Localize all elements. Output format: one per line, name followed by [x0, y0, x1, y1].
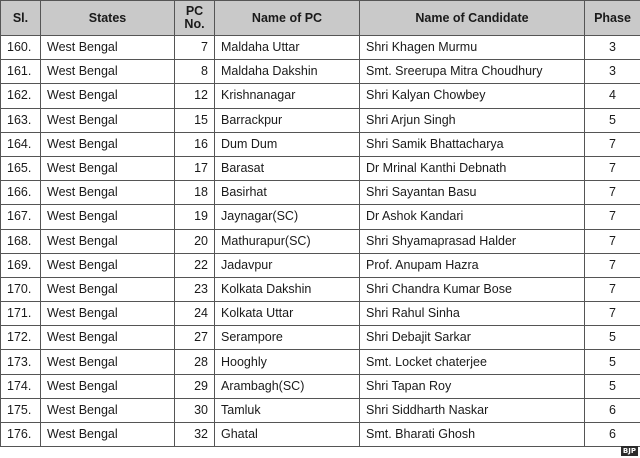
cell-phase: 7: [585, 156, 640, 180]
cell-pc-no: 17: [175, 156, 215, 180]
cell-candidate: Smt. Locket chaterjee: [360, 350, 585, 374]
cell-candidate: Shri Rahul Sinha: [360, 302, 585, 326]
cell-sl: 162.: [1, 84, 41, 108]
cell-pc-no: 29: [175, 374, 215, 398]
table-row: [1, 326, 640, 350]
cell-state: West Bengal: [41, 181, 175, 205]
table-row: [1, 423, 640, 447]
cell-pc-name: Barrackpur: [215, 108, 360, 132]
cell-pc-name: Krishnanagar: [215, 84, 360, 108]
cell-candidate: Shri Arjun Singh: [360, 108, 585, 132]
bjp-logo: BJP: [622, 447, 636, 455]
table-row: [1, 253, 640, 277]
cell-pc-no: 19: [175, 205, 215, 229]
cell-pc-no: 28: [175, 350, 215, 374]
cell-state: West Bengal: [41, 205, 175, 229]
cell-sl: 164.: [1, 132, 41, 156]
cell-sl: 175.: [1, 398, 41, 422]
cell-pc-no: 12: [175, 84, 215, 108]
table-header: [1, 1, 640, 36]
cell-sl: 161.: [1, 60, 41, 84]
cell-pc-name: Mathurapur(SC): [215, 229, 360, 253]
table-row: [1, 36, 640, 60]
header-candidate: Name of Candidate: [360, 1, 585, 36]
cell-state: West Bengal: [41, 156, 175, 180]
cell-candidate: Shri Sayantan Basu: [360, 181, 585, 205]
cell-state: West Bengal: [41, 326, 175, 350]
cell-sl: 173.: [1, 350, 41, 374]
cell-pc-name: Kolkata Dakshin: [215, 277, 360, 301]
cell-phase: 3: [585, 60, 640, 84]
cell-pc-name: Tamluk: [215, 398, 360, 422]
cell-phase: 7: [585, 132, 640, 156]
cell-pc-no: 24: [175, 302, 215, 326]
cell-state: West Bengal: [41, 277, 175, 301]
cell-pc-name: Dum Dum: [215, 132, 360, 156]
table-row: [1, 277, 640, 301]
cell-sl: 174.: [1, 374, 41, 398]
cell-pc-name: Hooghly: [215, 350, 360, 374]
header-pc-no-line2: No.: [184, 17, 205, 31]
cell-pc-no: 20: [175, 229, 215, 253]
cell-candidate: Shri Kalyan Chowbey: [360, 84, 585, 108]
cell-state: West Bengal: [41, 423, 175, 447]
cell-pc-name: Basirhat: [215, 181, 360, 205]
cell-phase: 5: [585, 108, 640, 132]
cell-phase: 3: [585, 36, 640, 60]
cell-sl: 168.: [1, 229, 41, 253]
cell-pc-no: 8: [175, 60, 215, 84]
cell-state: West Bengal: [41, 60, 175, 84]
cell-pc-no: 22: [175, 253, 215, 277]
cell-phase: 7: [585, 253, 640, 277]
table-row: [1, 132, 640, 156]
cell-phase: 5: [585, 326, 640, 350]
cell-sl: 166.: [1, 181, 41, 205]
header-pc-name: Name of PC: [215, 1, 360, 36]
header-states: States: [41, 1, 175, 36]
cell-sl: 167.: [1, 205, 41, 229]
table-row: [1, 108, 640, 132]
table-row: [1, 229, 640, 253]
cell-sl: 169.: [1, 253, 41, 277]
cell-candidate: Dr Mrinal Kanthi Debnath: [360, 156, 585, 180]
cell-sl: 171.: [1, 302, 41, 326]
cell-candidate: Shri Samik Bhattacharya: [360, 132, 585, 156]
cell-state: West Bengal: [41, 36, 175, 60]
cell-phase: 5: [585, 350, 640, 374]
cell-pc-name: Kolkata Uttar: [215, 302, 360, 326]
cell-state: West Bengal: [41, 350, 175, 374]
cell-candidate: Shri Debajit Sarkar: [360, 326, 585, 350]
cell-pc-name: Jadavpur: [215, 253, 360, 277]
cell-pc-no: 18: [175, 181, 215, 205]
cell-candidate: Prof. Anupam Hazra: [360, 253, 585, 277]
cell-pc-name: Maldaha Uttar: [215, 36, 360, 60]
cell-pc-no: 30: [175, 398, 215, 422]
cell-sl: 176.: [1, 423, 41, 447]
table-row: [1, 398, 640, 422]
cell-sl: 172.: [1, 326, 41, 350]
cell-state: West Bengal: [41, 84, 175, 108]
table-row: [1, 205, 640, 229]
table-row: [1, 60, 640, 84]
cell-phase: 7: [585, 205, 640, 229]
cell-state: West Bengal: [41, 398, 175, 422]
cell-pc-no: 16: [175, 132, 215, 156]
cell-phase: 6: [585, 398, 640, 422]
cell-pc-name: Arambagh(SC): [215, 374, 360, 398]
cell-pc-name: Maldaha Dakshin: [215, 60, 360, 84]
cell-candidate: Smt. Bharati Ghosh: [360, 423, 585, 447]
cell-state: West Bengal: [41, 374, 175, 398]
cell-pc-no: 23: [175, 277, 215, 301]
cell-pc-name: Barasat: [215, 156, 360, 180]
cell-phase: 7: [585, 302, 640, 326]
cell-pc-name: Ghatal: [215, 423, 360, 447]
cell-candidate: Shri Siddharth Naskar: [360, 398, 585, 422]
cell-sl: 160.: [1, 36, 41, 60]
cell-state: West Bengal: [41, 108, 175, 132]
table-body: [1, 36, 640, 447]
cell-state: West Bengal: [41, 253, 175, 277]
table-row: [1, 302, 640, 326]
header-pc-no: [175, 1, 215, 36]
cell-sl: 165.: [1, 156, 41, 180]
cell-phase: 5: [585, 374, 640, 398]
header-phase: Phase: [585, 1, 640, 36]
cell-candidate: Shri Chandra Kumar Bose: [360, 277, 585, 301]
cell-candidate: Shri Shyamaprasad Halder: [360, 229, 585, 253]
table-row: [1, 156, 640, 180]
header-pc-no-line1: PC: [185, 4, 204, 18]
cell-candidate: Shri Tapan Roy: [360, 374, 585, 398]
cell-phase: 7: [585, 181, 640, 205]
cell-sl: 163.: [1, 108, 41, 132]
table-row: [1, 181, 640, 205]
cell-sl: 170.: [1, 277, 41, 301]
cell-candidate: Dr Ashok Kandari: [360, 205, 585, 229]
cell-pc-no: 32: [175, 423, 215, 447]
table-row: [1, 374, 640, 398]
cell-pc-no: 7: [175, 36, 215, 60]
cell-phase: 4: [585, 84, 640, 108]
cell-pc-no: 27: [175, 326, 215, 350]
cell-state: West Bengal: [41, 229, 175, 253]
table-row: [1, 350, 640, 374]
cell-phase: 7: [585, 277, 640, 301]
cell-pc-name: Serampore: [215, 326, 360, 350]
table-row: [1, 84, 640, 108]
cell-candidate: Smt. Sreerupa Mitra Choudhury: [360, 60, 585, 84]
cell-candidate: Shri Khagen Murmu: [360, 36, 585, 60]
cell-pc-no: 15: [175, 108, 215, 132]
cell-state: West Bengal: [41, 132, 175, 156]
header-sl: Sl.: [1, 1, 41, 36]
cell-pc-name: Jaynagar(SC): [215, 205, 360, 229]
cell-phase: 6: [585, 423, 640, 447]
cell-state: West Bengal: [41, 302, 175, 326]
cell-phase: 7: [585, 229, 640, 253]
